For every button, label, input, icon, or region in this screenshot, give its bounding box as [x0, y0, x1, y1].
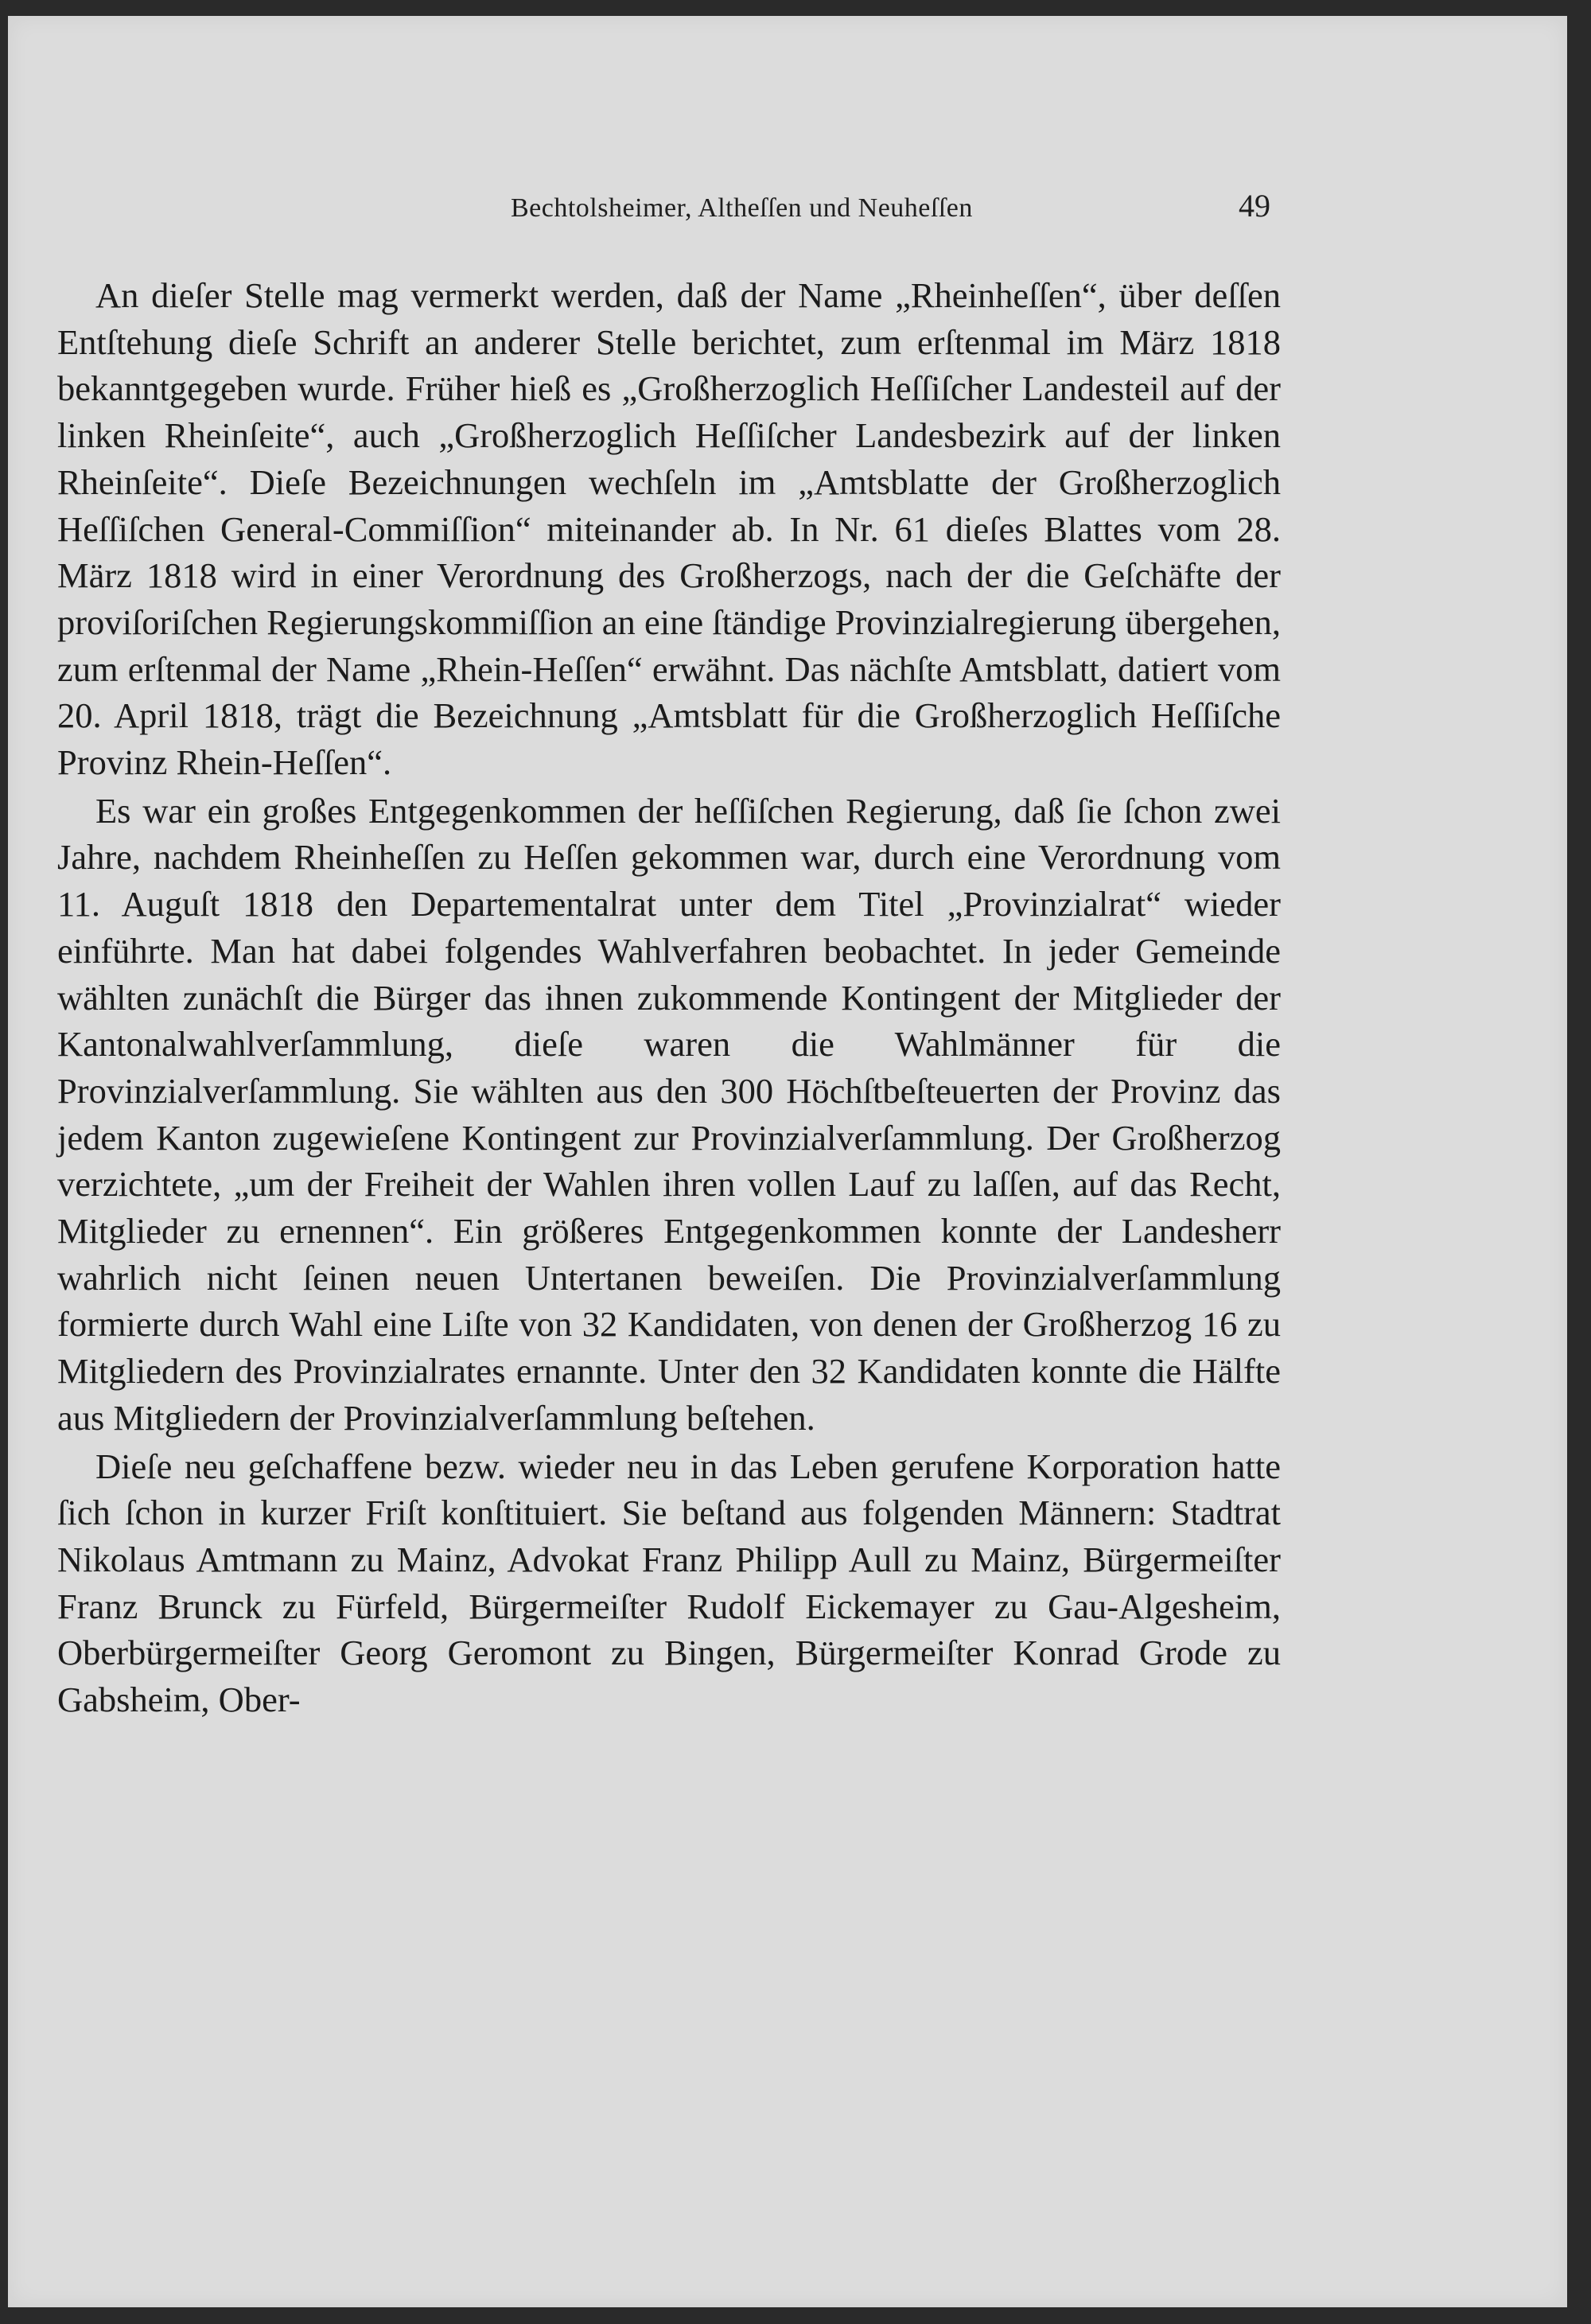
book-page: [8, 16, 1567, 2307]
body-text: [57, 272, 1281, 1723]
running-title: Bechtolsheimer, Altheſſen und Neuheſſen: [511, 193, 973, 223]
paragraph-2: Es war ein großes Entgegenkommen der heſſiſchen Regierung, daß ſie ſchon zwei Jahre, nachdem Rheinheſſen zu Heſſen gekommen war, durch eine Verordnung vom 11. Auguſt 1818 den Departementalrat unter dem Titel „Provinzialrat“ wieder einführte. Man hat dabei folgendes Wahlverfahren beobachtet. In jeder Gemeinde wählten zunächſt die Bürger das ihnen zukommende Kontingent der Mitglieder der Kantonalwahlverſammlung, dieſe waren die Wahlmänner für die Provinzialverſammlung. Sie wählten aus den 300 Höchſtbeſteuerten der Provinz das jedem Kanton zugewieſene Kontingent zur Provinzialverſammlung. Der Großherzog verzichtete, „um der Freiheit der Wahlen ihren vollen Lauf zu laſſen, auf das Recht, Mitglieder zu ernennen“. Ein größeres Entgegenkommen konnte der Landesherr wahrlich nicht ſeinen neuen Untertanen beweiſen. Die Provinzialverſammlung formierte durch Wahl eine Liſte von 32 Kandidaten, von denen der Großherzog 16 zu Mitgliedern des Provinzialrates ernannte. Unter den 32 Kandidaten konnte die Hälfte aus Mitgliedern der Provinzialverſammlung beſtehen.: [57, 790, 1281, 1438]
paragraph-1: An dieſer Stelle mag vermerkt werden, daß der Name „Rheinheſſen“, über deſſen Entſtehung dieſe Schrift an anderer Stelle berichtet, zum erſtenmal im März 1818 bekanntgegeben wurde. Früher hieß es „Großherzoglich Heſſiſcher Landesteil auf der linken Rheinſeite“, auch „Großherzoglich Heſſiſcher Landesbezirk auf der linken Rheinſeite“. Dieſe Bezeichnungen wechſeln im „Amtsblatte der Großherzoglich Heſſiſchen General-Commiſſion“ miteinander ab. In Nr. 61 dieſes Blattes vom 28. März 1818 wird in einer Verordnung des Großherzogs, nach der die Geſchäfte der proviſoriſchen Regierungskommiſſion an eine ſtändige Provinzialregierung übergehen, zum erſtenmal der Name „Rhein-Heſſen“ erwähnt. Das nächſte Amtsblatt, datiert vom 20. April 1818, trägt die Bezeichnung „Amtsblatt für die Großherzoglich Heſſiſche Provinz Rhein-Heſſen“.: [57, 275, 1281, 783]
page-number: 49: [1239, 188, 1270, 224]
paragraph-3: Dieſe neu geſchaffene bezw. wieder neu in das Leben gerufene Korporation hatte ſich ſchon in kurzer Friſt konſtituiert. Sie beſtand aus folgenden Männern: Stadtrat Nikolaus Amtmann zu Mainz, Advokat Franz Philipp Aull zu Mainz, Bürgermeiſter Franz Brunck zu Fürfeld, Bürgermeiſter Rudolf Eickemayer zu Gau-Algesheim, Oberbürgermeiſter Georg Geromont zu Bingen, Bürgermeiſter Konrad Grode zu Gabsheim, Ober-: [57, 1446, 1281, 1720]
running-header: [511, 187, 1270, 235]
